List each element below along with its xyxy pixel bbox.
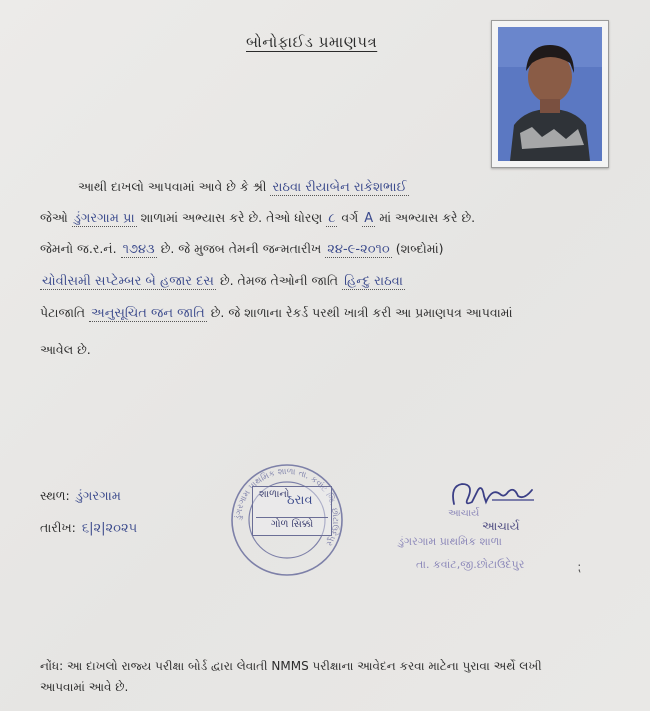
date-row (40, 520, 139, 536)
line-birth-words (40, 273, 405, 289)
place-row (40, 488, 123, 504)
birth-date-value: ૨૪-૯-૨૦૧૦ (327, 242, 390, 257)
stamp-box-mid: ઠરાવ (287, 493, 313, 508)
acharya-faint-label: આચાર્ય (448, 508, 480, 519)
stamp-box-top: શાળાનો (259, 489, 290, 500)
place-value: ડુંગરગામ (75, 489, 121, 504)
line3-prefix: જેમનો જ.ર.નં. (40, 241, 117, 256)
line2-mid: શાળામાં અભ્યાસ કરે છે. તેઓ ધોરણ (140, 210, 323, 225)
note-line-2: આપવામાં આવે છે. (40, 680, 129, 694)
line6-text: આવેલ છે. (40, 342, 91, 357)
sub-caste-value: અનુસૂચિત જન જાતિ (91, 306, 205, 321)
line5-suffix: છે. જે શાળાના રેકર્ડ પરથી ખાત્રી કરી આ પ્રમાણપત્ર આપવામાં (210, 305, 513, 320)
birth-date-words-value: ચોવીસમી સપ્ટેમ્બર બે હજાર દસ (42, 274, 214, 289)
acharya-label: આચાર્ય (482, 519, 520, 533)
line2-div: વર્ગ (341, 210, 359, 225)
line-gr-number (40, 241, 444, 257)
gr-number-value: ૧૭૪૩ (122, 242, 155, 257)
stamp-inner-box (252, 486, 332, 536)
line-closing (40, 342, 91, 358)
division-value: A (364, 211, 374, 226)
ink-mark: ⁏ (577, 560, 582, 574)
principal-school-stamp: ડુંગરગામ પ્રાથમિક શાળા (398, 535, 502, 548)
school-name-value: ડુંગરગામ પ્રા (73, 211, 135, 226)
footer-note (40, 656, 600, 698)
line-student-name (78, 179, 409, 195)
principal-taluka-stamp: તા. કવાંટ,જી.છોટાઉદેપુર (416, 558, 525, 571)
note-line-1: નોંધ: આ દાખલો રાજ્ય પરીક્ષા બોર્ડ દ્વારા લેવાતી NMMS પરીક્ષાના આવેદન કરવા માટેના પુરાવા અર્થે લખી (40, 659, 542, 673)
caste-value: હિન્દુ રાઠવા (344, 274, 403, 289)
line5-prefix: પેટાજાતિ (40, 305, 86, 320)
line3-mid: છે. જે મુજબ તેમની જન્મતારીખ (160, 241, 322, 256)
principal-signature-block (392, 480, 592, 580)
stamp-box-bottom: ગોળ સિક્કો (256, 517, 328, 530)
date-value: ૬|૨|૨૦૨૫ (81, 521, 138, 536)
student-photo (491, 20, 609, 168)
line3-suffix: (શબ્દોમાં) (395, 241, 444, 256)
line4-mid: છે. તેમજ તેઓની જાતિ (219, 273, 339, 288)
principal-signature (448, 480, 538, 510)
student-name-value: રાઠવા રીયાબેન રાકેશભાઈ (272, 180, 407, 195)
certificate-title: બોનોફાઈડ પ્રમાણપત્ર (246, 33, 378, 51)
place-label: સ્થળ: (40, 488, 70, 503)
line-sub-caste (40, 305, 513, 321)
line2-prefix: જેઓ (40, 210, 68, 225)
line-school (40, 210, 475, 226)
standard-value: ૮ (328, 211, 336, 226)
line2-suffix: માં અભ્યાસ કરે છે. (379, 210, 476, 225)
date-label: તારીખ: (40, 520, 76, 535)
line1-prefix: આથી દાખલો આપવામાં આવે છે કે શ્રી (78, 179, 267, 194)
stamp-ring-text: ડુંગરગામ પ્રાથમિક શાળા તા. કવાંટ જિ. છોટાઉદેપુર (233, 466, 341, 548)
